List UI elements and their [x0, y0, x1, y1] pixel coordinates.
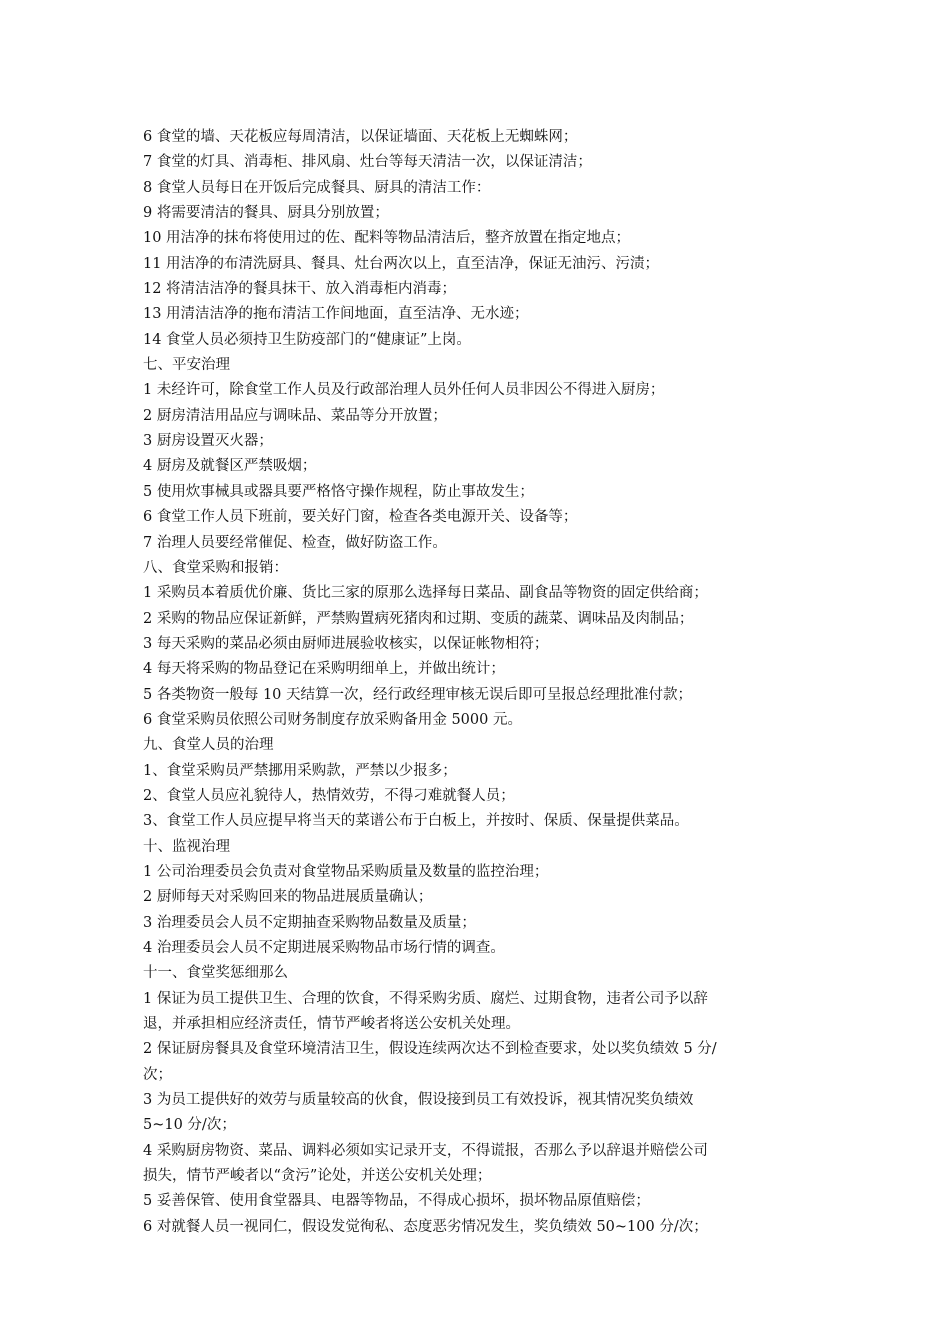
text-line: 1、食堂采购员严禁挪用采购款，严禁以少报多；	[143, 762, 457, 779]
text-line: 14 食堂人员必须持卫生防疫部门的“健康证”上岗。	[143, 331, 471, 348]
text-line: 7 食堂的灯具、消毒柜、排风扇、灶台等每天清洁一次，以保证清洁；	[143, 154, 592, 171]
text-line: 4 每天将采购的物品登记在采购明细单上，并做出统计；	[143, 661, 505, 678]
text-line: 2、食堂人员应礼貌待人，热情效劳，不得刁难就餐人员；	[143, 787, 515, 804]
text-line: 11 用洁净的布清洗厨具、餐具、灶台两次以上，直至洁净，保证无油污、污渍；	[143, 255, 660, 272]
section-heading: 十、监视治理	[143, 838, 230, 855]
text-line: 13 用清洁洁净的拖布清洁工作间地面，直至洁净、无水迹；	[143, 306, 529, 323]
text-line: 6 对就餐人员一视同仁，假设发觉徇私、态度恶劣情况发生，奖负绩效 50~100 分/次；	[143, 1218, 708, 1235]
text-line: 5 各类物资一般每 10 天结算一次，经行政经理审核无误后即可呈报总经理批准付款；	[143, 686, 693, 703]
text-line: 5 使用炊事械具或器具要严格恪守操作规程，防止事故发生；	[143, 483, 534, 500]
text-line: 损失，情节严峻者以“贪污”论处，并送公安机关处理；	[143, 1168, 492, 1185]
text-line: 4 治理委员会人员不定期进展采购物品市场行情的调查。	[143, 940, 505, 956]
text-line: 1 未经许可，除食堂工作人员及行政部治理人员外任何人员非因公不得进入厨房；	[143, 382, 665, 399]
text-line: 3 治理委员会人员不定期抽查采购物品数量及质量；	[143, 914, 476, 931]
text-line: 2 厨房清洁用品应与调味品、菜品等分开放置；	[143, 407, 447, 424]
text-line: 3 厨房设置灭火器；	[143, 433, 273, 450]
text-line: 5 妥善保管、使用食堂器具、电器等物品，不得成心损坏，损坏物品原值赔偿；	[143, 1193, 650, 1210]
text-line: 2 采购的物品应保证新鲜，严禁购置病死猪肉和过期、变质的蔬菜、调味品及肉制品；	[143, 610, 694, 627]
text-line: 3 每天采购的菜品必须由厨师进展验收核实，以保证帐物相符；	[143, 635, 549, 652]
text-line: 2 保证厨房餐具及食堂环境清洁卫生，假设连续两次达不到检查要求，处以奖负绩效 5 分/	[143, 1041, 717, 1058]
text-line: 6 食堂的墙、天花板应每周清洁，以保证墙面、天花板上无蜘蛛网；	[143, 129, 578, 145]
section-heading: 九、食堂人员的治理	[143, 737, 274, 754]
text-line: 9 将需要清洁的餐具、厨具分别放置；	[143, 205, 389, 222]
text-line: 7 治理人员要经常催促、检查，做好防盗工作。	[143, 534, 447, 551]
text-line: 1 公司治理委员会负责对食堂物品采购质量及数量的监控治理；	[143, 863, 549, 880]
text-line: 12 将清洁洁净的餐具抹干、放入消毒柜内消毒；	[143, 281, 457, 298]
document-body	[143, 125, 813, 1240]
text-line: 1 保证为员工提供卫生、合理的饮食，不得采购劣质、腐烂、过期食物，违者公司予以辞	[143, 990, 708, 1007]
section-heading: 八、食堂采购和报销：	[143, 559, 288, 576]
text-line: 6 食堂采购员依照公司财务制度存放采购备用金 5000 元。	[143, 711, 522, 728]
text-line: 4 厨房及就餐区严禁吸烟；	[143, 458, 317, 475]
text-line: 退，并承担相应经济责任，情节严峻者将送公安机关处理。	[143, 1016, 520, 1033]
text-line: 5~10 分/次；	[143, 1117, 236, 1134]
section-heading: 十一、食堂奖惩细那么	[143, 965, 288, 982]
section-heading: 七、平安治理	[143, 357, 230, 374]
text-line: 次；	[143, 1066, 172, 1083]
text-line: 2 厨师每天对采购回来的物品进展质量确认；	[143, 889, 433, 906]
text-line: 10 用洁净的抹布将使用过的佐、配料等物品清洁后，整齐放置在指定地点；	[143, 230, 631, 247]
text-line: 3、食堂工作人员应提早将当天的菜谱公布于白板上，并按时、保质、保量提供菜品。	[143, 813, 689, 830]
text-line: 4 采购厨房物资、菜品、调料必须如实记录开支，不得谎报，否那么予以辞退并赔偿公司	[143, 1142, 708, 1159]
text-line: 3 为员工提供好的效劳与质量较高的伙食，假设接到员工有效投诉，视其情况奖负绩效	[143, 1092, 694, 1109]
text-line: 6 食堂工作人员下班前，要关好门窗，检查各类电源开关、设备等；	[143, 509, 578, 526]
text-line: 1 采购员本着质优价廉、货比三家的原那么选择每日菜品、副食品等物资的固定供给商；	[143, 585, 708, 602]
text-line: 8 食堂人员每日在开饭后完成餐具、厨具的清洁工作：	[143, 179, 491, 196]
